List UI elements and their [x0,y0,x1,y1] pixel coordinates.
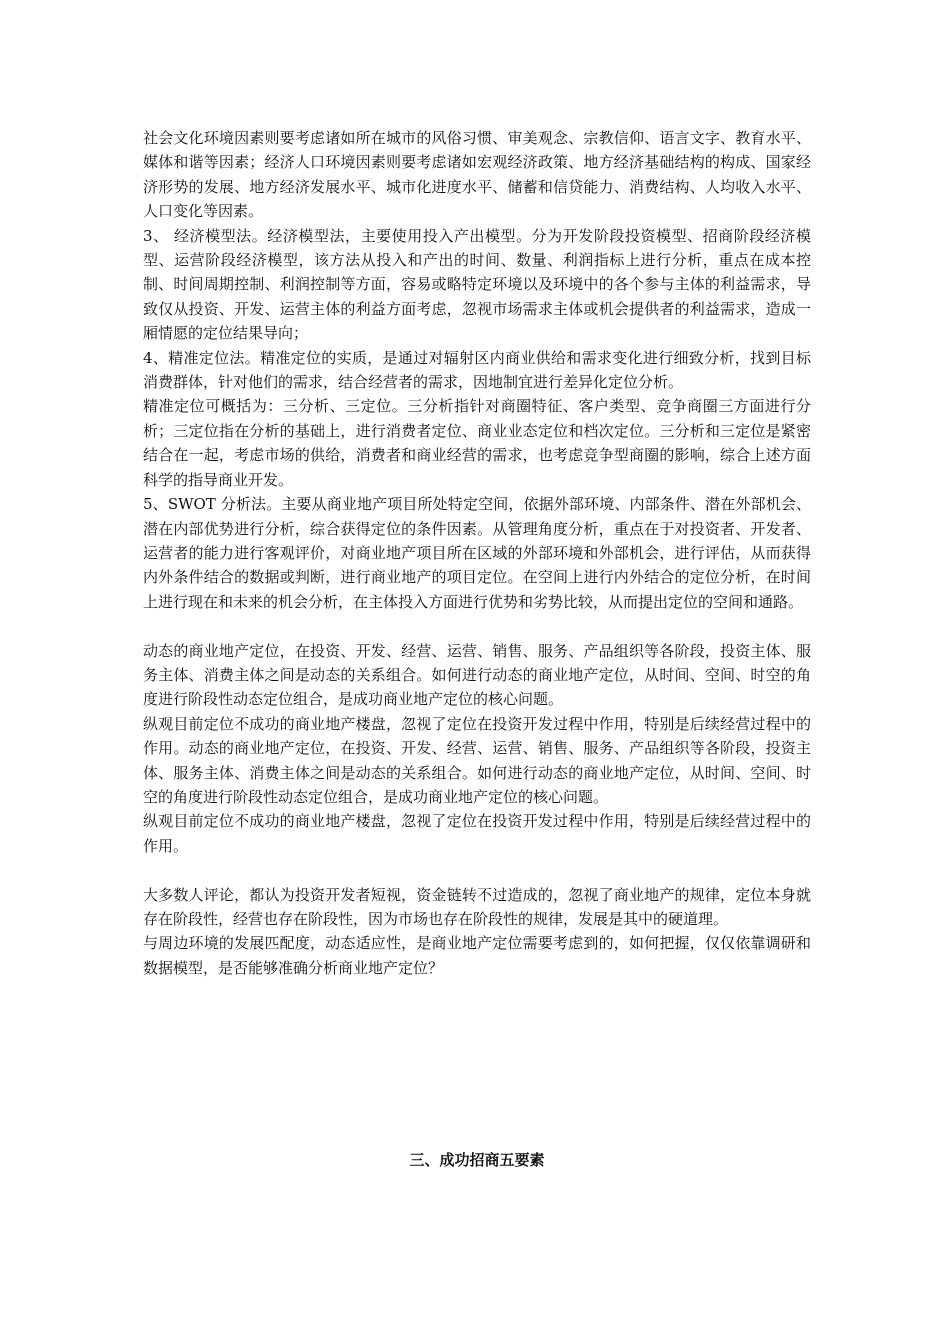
paragraph-environment-fit-question: 与周边环境的发展匹配度，动态适应性，是商业地产定位需要考虑到的，如何把握，仅仅依靠调研和数据模型，是否能够准确分析商业地产定位？ [143,934,811,977]
paragraph-precise-positioning-summary: 精准定位可概括为：三分析、三定位。三分析指针对商圈特征、客户类型、竞争商圈三方面进行分析；三定位指在分析的基础上，进行消费者定位、商业业态定位和档次定位。三分析和三定位是紧密结合在一起，考虑市场的供给，消费者和商业经营的需求，也考虑竞争型商圈的影响，综合上述方面科学的指导商业开发。 [143,397,811,489]
paragraph-swot-method: 5、SWOT 分析法。主要从商业地产项目所处特定空间，依据外部环境、内部条件、潜在外部机会、潜在内部优势进行分析，综合获得定位的条件因素。从管理角度分析，重点在于对投资者、开发者、运营者的能力进行客观评价，对商业地产项目所在区域的外部环境和外部机会，进行评估，从而获得内外条件结合的数据或判断，进行商业地产的项目定位。在空间上进行内外结合的定位分析，在时间上进行现在和未来的机会分析，在主体投入方面进行优势和劣势比较，从而提出定位的空间和通路。 [143,495,811,611]
paragraph-social-economic-factors: 社会文化环境因素则要考虑诸如所在城市的风俗习惯、审美观念、宗教信仰、语言文字、教育水平、媒体和谐等因素；经济人口环境因素则要考虑诸如宏观经济政策、地方经济基础结构的构成、国家经济形势的发展、地方经济发展水平、城市化进度水平、储蓄和信贷能力、消费结构、人均收入水平、人口变化等因素。 [143,129,811,221]
section-heading: 三、成功招商五要素 [409,1151,545,1169]
blank-line [143,614,811,638]
paragraph-unsuccessful-projects-repeat: 纵观目前定位不成功的商业地产楼盘，忽视了定位在投资开发过程中作用，特别是后续经营过程中的作用。 [143,812,811,855]
paragraph-precise-positioning-method: 4、精准定位法。精准定位的实质，是通过对辐射区内商业供给和需求变化进行细致分析，找到目标消费群体，针对他们的需求，结合经营者的需求，因地制宜进行差异化定位分析。 [143,348,811,392]
document-body [143,126,811,980]
paragraph-unsuccessful-projects: 纵观目前定位不成功的商业地产楼盘，忽视了定位在投资开发过程中作用，特别是后续经营过程中的作用。动态的商业地产定位，在投资、开发、经营、运营、销售、服务、产品组织等各阶段，投资主体、服务主体、消费主体之间是动态的关系组合。如何进行动态的商业地产定位，从时间、空间、时空的角度进行阶段性动态定位组合，是成功商业地产定位的核心问题。 [143,714,811,806]
blank-line [143,858,811,882]
paragraph-economic-model-method: 3、 经济模型法。经济模型法，主要使用投入产出模型。分为开发阶段投资模型、招商阶段经济模型、运营阶段经济模型，该方法从投入和产出的时间、数量、利润指标上进行分析，重点在成本控制、时间周期控制、利润控制等方面，容易或略特定环境以及环境中的各个参与主体的利益需求，导致仅从投资、开发、运营主体的利益方面考虑，忽视市场需求主体或机会提供者的利益需求，造成一厢情愿的定位结果导向； [143,226,811,343]
paragraph-public-comments: 大多数人评论，都认为投资开发者短视，资金链转不过造成的，忽视了商业地产的规律，定位本身就存在阶段性，经营也存在阶段性，因为市场也存在阶段性的规律，发展是其中的硬道理。 [143,885,811,928]
paragraph-dynamic-positioning: 动态的商业地产定位，在投资、开发、经营、运营、销售、服务、产品组织等各阶段，投资主体、服务主体、消费主体之间是动态的关系组合。如何进行动态的商业地产定位，从时间、空间、时空的角度进行阶段性动态定位组合，是成功商业地产定位的核心问题。 [143,641,811,709]
